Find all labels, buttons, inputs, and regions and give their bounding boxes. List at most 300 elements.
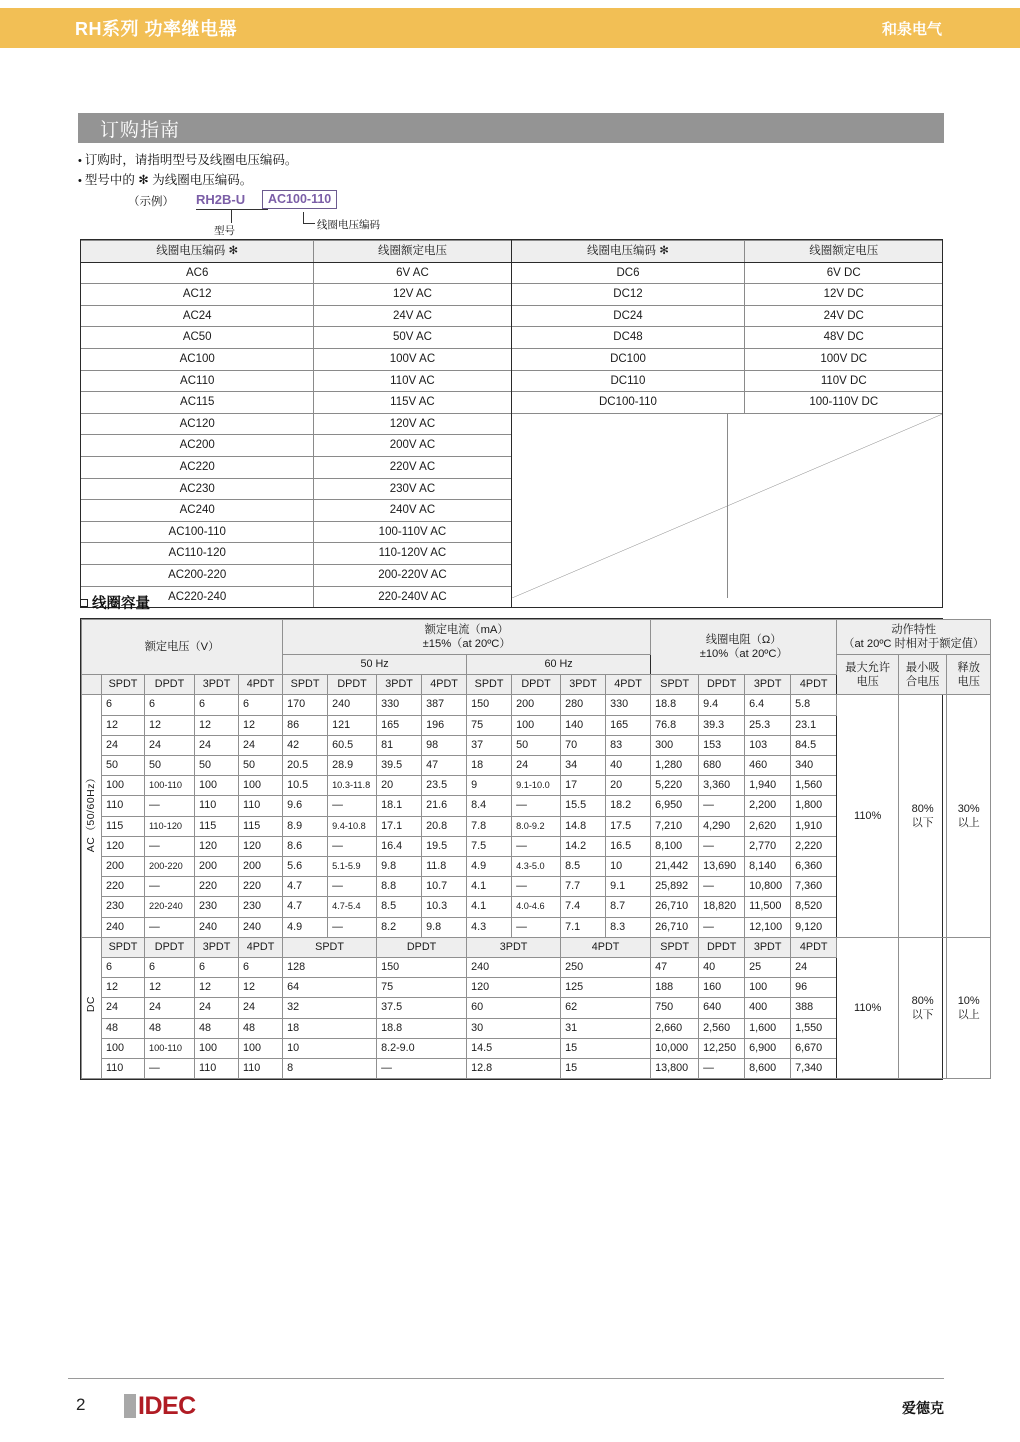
page-header-title: RH系列 功率继电器 [75,19,237,39]
cell-rated-voltage: 110 [239,1059,283,1079]
cell-rated-voltage: 24 [195,735,239,755]
cell-coil-resistance: — [699,877,745,897]
group-header-coil-resistance-line1: 线圈电阻（Ω） [705,634,782,647]
cell-rated-voltage: 48 [102,1018,145,1038]
page-header-brand: 和泉电气 [881,20,942,38]
cell-current-50hz: 47 [422,756,467,776]
cell-rated-voltage: 50 [195,756,239,776]
cell-rated-voltage: 115 [102,816,145,836]
cell-coil-resistance: 6.4 [745,695,791,715]
cell-coil-resistance: 11,500 [745,897,791,917]
cell-coil-resistance: — [699,917,745,937]
cell-current-60hz: 8.7 [606,897,651,917]
pole-header-v-3pdt: 3PDT [195,675,239,695]
cell-current-60hz: 330 [606,695,651,715]
cell-rated-voltage: — [145,1059,195,1079]
dc-section-header-row [82,937,991,957]
cell-current-50hz: 4.9 [283,917,328,937]
cell-current-50hz: 10.3 [422,897,467,917]
cell-current-60hz: 14.2 [561,836,606,856]
table-row [81,456,511,478]
cell-current-dc: 75 [377,978,467,998]
cell-rated-voltage: 110-120V AC [314,543,511,565]
table-row [81,348,511,370]
list-item [78,151,778,171]
cell-rated-voltage: 200-220V AC [314,564,511,586]
cell-current-60hz: 7.7 [561,877,606,897]
cell-voltage-code: AC120 [81,413,314,435]
cell-rated-voltage: 12 [239,715,283,735]
pole-header-i60-dpdt: DPDT [512,675,561,695]
ordering-example-diagram [128,192,588,236]
cell-rated-voltage: 100 [102,1038,145,1058]
cell-voltage-code: DC12 [512,284,745,306]
bullet-text: 订购时，请指明型号及线圈电压编码。 [84,153,298,167]
cell-coil-resistance: 1,910 [791,816,837,836]
footer-brand: 爱德克 [902,1400,944,1416]
cell-rated-voltage: 24 [195,998,239,1018]
pole-header-r-3pdt: 3PDT [745,675,791,695]
voltage-code-table-dc [512,240,943,607]
cell-rated-voltage: 12 [102,978,145,998]
cell-rated-voltage: 200 [102,857,145,877]
cell-current-60hz: 7.1 [561,917,606,937]
cell-rated-voltage: 50 [102,756,145,776]
cell-coil-resistance: 8,600 [745,1059,791,1079]
cell-rated-voltage: 6 [239,695,283,715]
cell-current-50hz: 10.3-11.8 [328,776,377,796]
cell-current-dc: 120 [467,978,561,998]
cell-voltage-code: AC200 [81,435,314,457]
table-row [81,392,511,414]
table-row [81,564,511,586]
cell-rated-voltage: 200 [239,857,283,877]
cell-current-60hz: 17.5 [606,816,651,836]
cell-current-60hz: 150 [467,695,512,715]
cell-voltage-code: DC100-110 [512,392,745,413]
cell-rated-voltage: 120V AC [314,413,511,435]
pole-header-i50-spdt: SPDT [283,675,328,695]
cell-rated-voltage: 24V DC [745,305,942,327]
square-bullet-icon [80,599,88,607]
cell-rated-voltage: 120 [195,836,239,856]
pole-header-dc-voltage-spdt: SPDT [102,937,145,957]
cell-coil-resistance: 340 [791,756,837,776]
cell-rated-voltage: 12 [239,978,283,998]
cell-rated-voltage: 230 [195,897,239,917]
table-row [81,370,511,392]
diagonal-fill-area [512,413,943,598]
column-header-code: 线圈电压编码 ✻ [512,241,745,263]
cell-current-dc: 10 [283,1038,377,1058]
cell-release-voltage: 30% 以上 [947,695,991,937]
coil-capacity-heading [80,592,150,613]
pole-header-dc-voltage-dpdt: DPDT [145,937,195,957]
example-voltage-code: AC100-110 [262,190,337,209]
cell-rated-voltage: 100 [239,1038,283,1058]
cell-coil-resistance: 6,950 [651,796,699,816]
bullet-icon: • [78,175,82,187]
pole-header-v-spdt: SPDT [102,675,145,695]
voltage-code-table-ac [81,240,512,607]
cell-coil-resistance: 1,550 [791,1018,837,1038]
table-row [81,543,511,565]
cell-voltage-code: AC50 [81,327,314,349]
col-header-release-voltage [947,655,991,695]
column-header-code: 线圈电压编码 ✻ [81,241,314,263]
cell-current-60hz: 18 [467,756,512,776]
table-row [81,521,511,543]
cell-current-50hz: 10.7 [422,877,467,897]
list-item [78,171,778,191]
cell-current-60hz: 24 [512,756,561,776]
group-header-rated-voltage: 额定电压（V） [82,620,283,675]
cell-current-50hz: 60.5 [328,735,377,755]
cell-voltage-code: AC100-110 [81,521,314,543]
cell-rated-voltage: 200-220 [145,857,195,877]
cell-rated-voltage: 100 [102,776,145,796]
cell-rated-voltage: 220-240V AC [314,586,511,607]
pole-header-r-dpdt: DPDT [699,675,745,695]
cell-voltage-code: AC6 [81,262,314,284]
cell-current-60hz: 4.3-5.0 [512,857,561,877]
cell-rated-voltage: 48 [195,1018,239,1038]
cell-rated-voltage: 220 [102,877,145,897]
cell-rated-voltage: 120 [239,836,283,856]
cell-current-dc: 15 [561,1059,651,1079]
cell-current-60hz: 140 [561,715,606,735]
cell-rated-voltage: 230 [102,897,145,917]
cell-coil-resistance: 2,200 [745,796,791,816]
cell-coil-resistance: 76.8 [651,715,699,735]
footer-divider [68,1378,944,1379]
cell-voltage-code: AC24 [81,305,314,327]
idec-logo [124,1394,196,1418]
cell-voltage-code: DC48 [512,327,745,349]
cell-rated-voltage: 24 [145,735,195,755]
cell-current-50hz: 5.6 [283,857,328,877]
cell-coil-resistance: 1,940 [745,776,791,796]
cell-rated-voltage: 100 [195,1038,239,1058]
table-row [81,413,511,435]
group-header-rated-current-line1: 额定电流（mA） [424,624,509,636]
cell-voltage-code: AC115 [81,392,314,414]
cell-current-60hz: 7.4 [561,897,606,917]
cell-current-dc: 15 [561,1038,651,1058]
cell-current-50hz: 21.6 [422,796,467,816]
cell-rated-voltage: 110-120 [145,816,195,836]
cell-max-allow-voltage: 110% [837,937,899,1078]
cell-rated-voltage: 100-110V DC [745,392,942,413]
cell-voltage-code: AC230 [81,478,314,500]
cell-coil-resistance: 2,220 [791,836,837,856]
example-model-underline [196,209,268,210]
cell-coil-resistance: 7,360 [791,877,837,897]
section-heading-bar [78,113,944,143]
cell-rated-voltage: 230V AC [314,478,511,500]
pole-header-v-dpdt: DPDT [145,675,195,695]
cell-current-dc: 62 [561,998,651,1018]
cell-current-50hz: 11.8 [422,857,467,877]
cell-current-dc: 31 [561,1018,651,1038]
table-header-group-row [82,620,991,655]
cell-current-60hz: 20 [606,776,651,796]
cell-current-dc: 8 [283,1059,377,1079]
cell-rated-voltage: — [145,836,195,856]
cell-min-pickup-voltage: 80% 以下 [899,695,947,937]
cell-current-dc: 150 [377,958,467,978]
group-header-rated-current [283,620,651,655]
cell-current-50hz: 8.9 [283,816,328,836]
pole-header-i60-3pdt: 3PDT [561,675,606,695]
cell-current-50hz: 17.1 [377,816,422,836]
cell-rated-voltage: 50 [239,756,283,776]
coil-capacity-heading-text: 线圈容量 [92,596,150,612]
cell-current-60hz: 165 [606,715,651,735]
group-header-rated-current-line2: ±15%（at 20ºC） [422,638,511,650]
cell-current-dc: 60 [467,998,561,1018]
cell-current-60hz: 4.9 [467,857,512,877]
cell-coil-resistance: — [699,1059,745,1079]
cell-current-50hz: — [328,877,377,897]
cell-voltage-code: DC110 [512,370,745,392]
cell-rated-voltage: 48 [145,1018,195,1038]
cell-coil-resistance: 2,770 [745,836,791,856]
cell-coil-resistance: 13,800 [651,1059,699,1079]
cell-current-50hz: 9.4-10.8 [328,816,377,836]
pole-header-dc-voltage-3pdt: 3PDT [195,937,239,957]
cell-rated-voltage: 100V DC [745,348,942,370]
cell-current-50hz: 8.8 [377,877,422,897]
cell-current-60hz: 75 [467,715,512,735]
cell-coil-resistance: 9.4 [699,695,745,715]
cell-coil-resistance: 7,210 [651,816,699,836]
cell-rated-voltage: 115V AC [314,392,511,414]
cell-rated-voltage: 240 [195,917,239,937]
cell-current-dc: 250 [561,958,651,978]
cell-rated-voltage: 220 [195,877,239,897]
corner-cell [82,675,102,695]
cell-current-50hz: 28.9 [328,756,377,776]
cell-rated-voltage: — [145,877,195,897]
cell-rated-voltage: 200 [195,857,239,877]
cell-current-60hz: 8.3 [606,917,651,937]
group-header-operating-characteristics [837,620,991,655]
table-row [81,305,511,327]
cell-current-50hz: 23.5 [422,776,467,796]
cell-rated-voltage: 6 [102,958,145,978]
cell-current-50hz: 4.7 [283,877,328,897]
pole-header-dc-resistance-4pdt: 4PDT [791,937,837,957]
group-header-coil-resistance [651,620,837,675]
cell-current-dc: 125 [561,978,651,998]
cell-rated-voltage: 100V AC [314,348,511,370]
cell-rated-voltage: 12 [195,978,239,998]
column-divider [727,414,728,598]
cell-current-60hz: 200 [512,695,561,715]
cell-current-50hz: — [328,917,377,937]
cell-coil-resistance: 2,620 [745,816,791,836]
cell-current-60hz: 15.5 [561,796,606,816]
cell-coil-resistance: — [699,796,745,816]
leader-line-code-horizontal [303,223,315,224]
col-header-max-allow-voltage [837,655,899,695]
cell-current-50hz: 9.6 [283,796,328,816]
cell-coil-resistance: 153 [699,735,745,755]
table-row [512,262,943,284]
cell-coil-resistance: 1,600 [745,1018,791,1038]
table-row [512,348,943,370]
cell-max-allow-voltage: 110% [837,695,899,937]
cell-rated-voltage: 240 [102,917,145,937]
cell-voltage-code: DC24 [512,305,745,327]
cell-current-50hz: 19.5 [422,836,467,856]
cell-rated-voltage: 100 [239,776,283,796]
cell-rated-voltage: 100-110 [145,1038,195,1058]
cell-coil-resistance: 25,892 [651,877,699,897]
table-dc-codes [512,240,943,413]
cell-coil-resistance: 103 [745,735,791,755]
pole-header-dc-current-3pdt: 3PDT [467,937,561,957]
cell-current-50hz: 240 [328,695,377,715]
cell-coil-resistance: 2,560 [699,1018,745,1038]
col-header-min-pickup-voltage [899,655,947,695]
pole-header-dc-voltage-4pdt: 4PDT [239,937,283,957]
cell-voltage-code: AC220-240 [81,586,314,607]
bullet-text: 型号中的 ✻ 为线圈电压编码。 [84,173,253,187]
cell-coil-resistance: 160 [699,978,745,998]
cell-rated-voltage: 50V AC [314,327,511,349]
cell-coil-resistance: 12,250 [699,1038,745,1058]
cell-voltage-code: AC200-220 [81,564,314,586]
cell-rated-voltage: 110 [239,796,283,816]
col-header-max-allow-line1: 最大允许 [845,661,891,674]
cell-rated-voltage: 100-110V AC [314,521,511,543]
cell-coil-resistance: 1,560 [791,776,837,796]
row-group-label-ac: AC（50/60Hz） [82,695,102,937]
cell-current-dc: 8.2-9.0 [377,1038,467,1058]
cell-rated-voltage: 12V DC [745,284,942,306]
cell-current-60hz: 37 [467,735,512,755]
cell-current-60hz: 40 [606,756,651,776]
cell-current-50hz: 196 [422,715,467,735]
cell-coil-resistance: 1,800 [791,796,837,816]
group-header-operating-line2: （at 20ºC 时相对于额定值） [843,638,985,650]
freq-header-60hz: 60 Hz [467,655,651,675]
cell-rated-voltage: 100-110 [145,776,195,796]
cell-coil-resistance: 8,100 [651,836,699,856]
cell-coil-resistance: 9,120 [791,917,837,937]
cell-current-60hz: 280 [561,695,606,715]
cell-current-50hz: 20 [377,776,422,796]
pole-header-i50-4pdt: 4PDT [422,675,467,695]
coil-capacity-table-wrap [80,618,985,1080]
cell-coil-resistance: 8,520 [791,897,837,917]
cell-rated-voltage: 220V AC [314,456,511,478]
cell-rated-voltage: 220-240 [145,897,195,917]
cell-coil-resistance: 47 [651,958,699,978]
cell-voltage-code: AC110 [81,370,314,392]
column-header-voltage: 线圈额定电压 [745,241,942,263]
cell-voltage-code: AC100 [81,348,314,370]
cell-current-50hz: 39.5 [377,756,422,776]
cell-current-60hz: 70 [561,735,606,755]
pole-header-dc-current-dpdt: DPDT [377,937,467,957]
cell-coil-resistance: 26,710 [651,917,699,937]
cell-current-50hz: 16.4 [377,836,422,856]
cell-min-pickup-voltage: 80% 以下 [899,937,947,1078]
cell-current-50hz: 4.7-5.4 [328,897,377,917]
cell-current-60hz: 9.1 [606,877,651,897]
cell-rated-voltage: 24 [102,998,145,1018]
cell-rated-voltage: 12V AC [314,284,511,306]
cell-rated-voltage: 240 [239,917,283,937]
freq-header-50hz: 50 Hz [283,655,467,675]
cell-current-60hz: 4.3 [467,917,512,937]
cell-coil-resistance: 8,140 [745,857,791,877]
cell-current-50hz: 81 [377,735,422,755]
cell-coil-resistance: 6,360 [791,857,837,877]
logo-text: IDEC [138,1392,196,1420]
cell-rated-voltage: 12 [195,715,239,735]
table-row [82,695,991,715]
cell-current-60hz: 50 [512,735,561,755]
cell-rated-voltage: 120 [102,836,145,856]
group-header-operating-line1: 动作特性 [891,624,937,636]
cell-current-50hz: — [328,836,377,856]
col-header-min-pickup-line1: 最小吸 [905,661,940,674]
row-group-label-dc: DC [82,937,102,1078]
cell-current-60hz: 83 [606,735,651,755]
table-row [512,284,943,306]
voltage-code-tables [80,239,943,608]
cell-coil-resistance: — [699,836,745,856]
cell-current-60hz: 4.1 [467,877,512,897]
cell-rated-voltage: — [145,796,195,816]
cell-coil-resistance: 5.8 [791,695,837,715]
cell-coil-resistance: 680 [699,756,745,776]
cell-coil-resistance: 460 [745,756,791,776]
table-row [512,305,943,327]
pole-header-dc-resistance-dpdt: DPDT [699,937,745,957]
cell-rated-voltage: 110V AC [314,370,511,392]
cell-current-50hz: 8.2 [377,917,422,937]
cell-current-50hz: 20.5 [283,756,328,776]
cell-current-dc: — [377,1059,467,1079]
cell-current-50hz: 8.5 [377,897,422,917]
table-row [512,327,943,349]
cell-current-50hz: 8.6 [283,836,328,856]
cell-rated-voltage: 200V AC [314,435,511,457]
cell-current-60hz: 18.2 [606,796,651,816]
cell-current-60hz: 100 [512,715,561,735]
cell-rated-voltage: 220 [239,877,283,897]
cell-coil-resistance: 10,800 [745,877,791,897]
cell-current-60hz: 16.5 [606,836,651,856]
leader-line-model [231,210,232,223]
cell-voltage-code: DC100 [512,348,745,370]
cell-release-voltage: 10% 以上 [947,937,991,1078]
ordering-notes [78,151,778,191]
cell-current-50hz: 165 [377,715,422,735]
example-caption-model: 型号 [214,225,235,237]
cell-coil-resistance: 5,220 [651,776,699,796]
cell-coil-resistance: 23.1 [791,715,837,735]
table-row [81,284,511,306]
cell-rated-voltage: 6 [195,958,239,978]
page-number: 2 [76,1395,86,1414]
cell-rated-voltage: 240V AC [314,500,511,522]
